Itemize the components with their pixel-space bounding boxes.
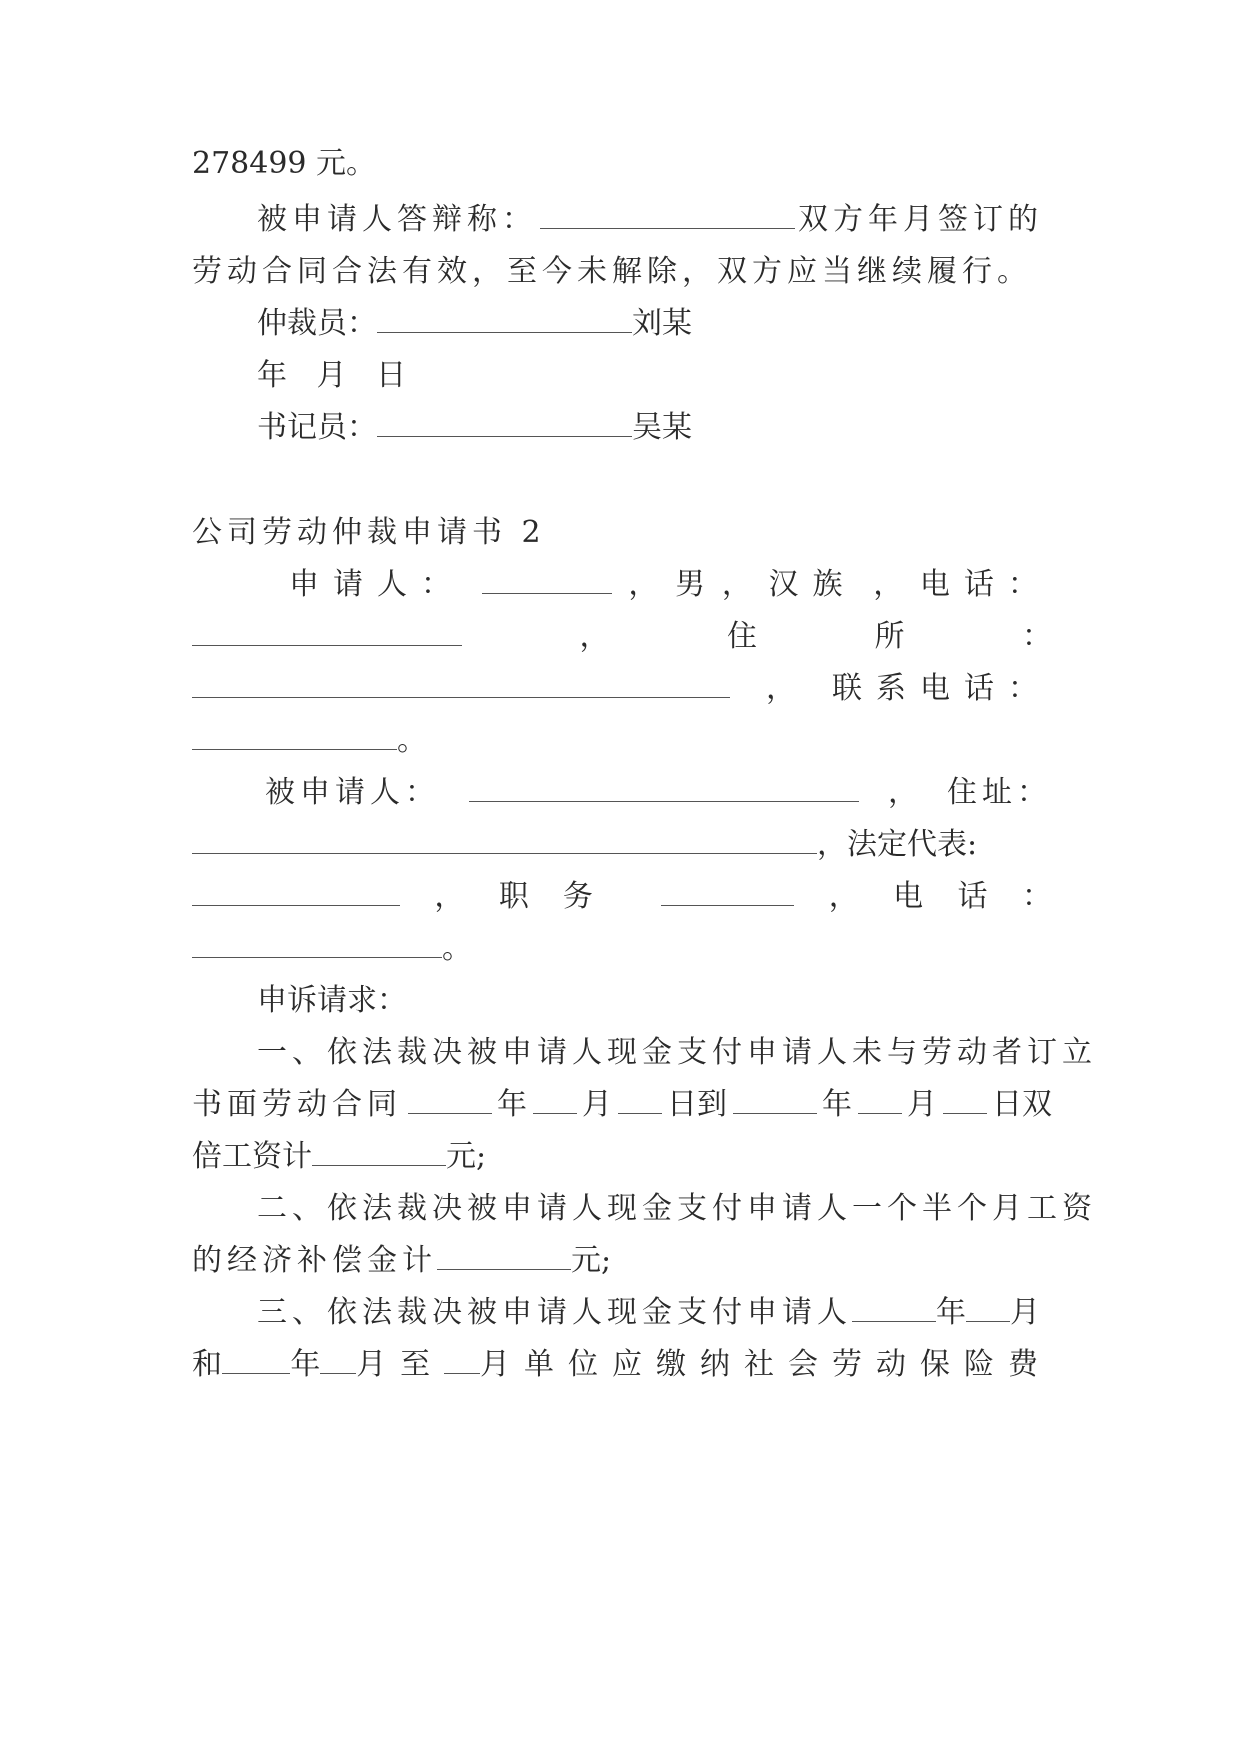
defense-blank xyxy=(540,202,795,229)
amount-text: 278499 元。 xyxy=(192,146,377,181)
month-label: 月 xyxy=(907,1087,937,1122)
respondent-name-blank xyxy=(469,775,859,802)
legal-rep-blank xyxy=(192,879,400,906)
date-line xyxy=(257,356,1117,396)
month-to-label: 月至 xyxy=(356,1347,445,1382)
insurance-month-blank xyxy=(966,1295,1010,1322)
position-line xyxy=(192,877,1052,917)
residence-char: 住 xyxy=(727,619,757,654)
claim-3-line-2 xyxy=(192,1345,1052,1385)
phone-char: 话 xyxy=(957,879,988,914)
comma: ， xyxy=(434,879,465,914)
month-label: 月 xyxy=(1010,1295,1040,1330)
year-label: 年 xyxy=(497,1087,527,1122)
yuan-label: 元; xyxy=(571,1243,612,1278)
section-title-line xyxy=(192,513,1052,553)
legal-rep-line xyxy=(192,825,1052,865)
arbitrator-blank xyxy=(377,306,632,333)
start-month-blank xyxy=(533,1087,577,1114)
double-wage-label: 倍工资计 xyxy=(192,1139,312,1174)
claims-heading-line xyxy=(257,981,1117,1021)
start-day-blank xyxy=(618,1087,662,1114)
clerk-blank xyxy=(377,410,632,437)
applicant-phone-blank xyxy=(192,619,462,646)
insurance-year-blank xyxy=(852,1295,936,1322)
insurance-to-month-blank xyxy=(444,1347,480,1374)
claim-3-text: 三、依法裁决被申请人现金支付申请人 xyxy=(257,1295,852,1330)
end-day-blank xyxy=(943,1087,987,1114)
day-double-label: 日双 xyxy=(992,1087,1052,1122)
claim-2-text: 二、依法裁决被申请人现金支付申请人一个半个月工资 xyxy=(257,1191,1097,1226)
defense-label: 被申请人答辩称： xyxy=(257,202,537,237)
arbitrator-name: 刘某 xyxy=(632,306,692,341)
end-month-blank xyxy=(858,1087,902,1114)
period: 。 xyxy=(442,931,472,966)
applicant-gender: 男 xyxy=(675,567,706,602)
double-wage-blank xyxy=(312,1139,446,1166)
and-label: 和 xyxy=(192,1347,222,1382)
contact-blank-line xyxy=(192,721,1052,761)
applicant-name-blank xyxy=(482,567,612,594)
comma: ， xyxy=(628,567,659,602)
address-label: 住址： xyxy=(947,775,1052,810)
comma: ， xyxy=(873,567,904,602)
applicant-label: 申请人： xyxy=(289,567,465,602)
insurance-year-2-blank xyxy=(222,1347,290,1374)
arbitrator-line xyxy=(257,304,1117,344)
comma: ， xyxy=(828,879,859,914)
contact-phone-label: 联系电话： xyxy=(832,671,1052,706)
claim-1-contract-text: 书面劳动合同 xyxy=(192,1087,402,1122)
amount-line xyxy=(192,144,1052,184)
day-to-label: 日到 xyxy=(667,1087,727,1122)
claim-3-line-1 xyxy=(257,1293,1052,1333)
applicant-ethnicity: 汉族 xyxy=(768,567,857,602)
applicant-line xyxy=(289,565,1052,605)
comma: ， xyxy=(766,671,796,706)
claims-heading: 申诉请求： xyxy=(257,983,407,1018)
claim-1-line-2 xyxy=(192,1085,1052,1125)
month-label: 月 xyxy=(582,1087,612,1122)
contact-phone-blank xyxy=(192,723,397,750)
respondent-label: 被申请人： xyxy=(265,775,440,810)
clerk-name: 吴某 xyxy=(632,410,692,445)
section-title: 公司劳动仲裁申请书 2 xyxy=(192,515,546,550)
claim-1-line-3 xyxy=(192,1137,1052,1177)
respondent-line xyxy=(265,773,1052,813)
year-label: 年 xyxy=(936,1295,966,1330)
compensation-label: 的经济补偿金计 xyxy=(192,1243,437,1278)
comma: ， xyxy=(579,619,610,654)
phone-blank-line xyxy=(192,929,1052,969)
address-blank xyxy=(192,827,817,854)
defense-cont-line xyxy=(192,252,1052,292)
contact-line xyxy=(192,669,1052,709)
compensation-blank xyxy=(437,1243,571,1270)
phone-char: 电 xyxy=(893,879,924,914)
claim-2-line-1 xyxy=(257,1189,1117,1229)
arbitrator-label: 仲裁员： xyxy=(257,306,377,341)
comma: ， xyxy=(721,567,752,602)
position-label: 职务 xyxy=(498,879,627,914)
phone-colon: ： xyxy=(1021,879,1052,914)
clerk-label: 书记员： xyxy=(257,410,377,445)
insurance-from-month-blank xyxy=(320,1347,356,1374)
defense-line xyxy=(257,200,1043,240)
clerk-line xyxy=(257,408,1117,448)
residence-colon: ： xyxy=(1022,619,1052,654)
residence-blank xyxy=(192,671,730,698)
year-label: 年 xyxy=(290,1347,321,1382)
comma: ， xyxy=(888,775,918,810)
defense-cont-text: 劳动合同合法有效，至今未解除，双方应当继续履行。 xyxy=(192,254,1032,289)
year-label: 年 xyxy=(822,1087,852,1122)
residence-char: 所 xyxy=(874,619,905,654)
position-blank xyxy=(661,879,794,906)
insurance-fee-text: 月单位应缴纳社会劳动保险费 xyxy=(480,1347,1052,1382)
claim-2-line-2 xyxy=(192,1241,1052,1281)
respondent-phone-blank xyxy=(192,931,442,958)
claim-1-text: 一、依法裁决被申请人现金支付申请人未与劳动者订立 xyxy=(257,1035,1097,1070)
sign-date: 年 月 日 xyxy=(257,358,417,393)
residence-line xyxy=(192,617,1052,657)
comma: ， xyxy=(817,827,847,862)
period: 。 xyxy=(397,723,427,758)
defense-text: 双方年月签订的 xyxy=(798,202,1043,237)
phone-label: 电话： xyxy=(919,567,1052,602)
yuan-label: 元; xyxy=(446,1139,487,1174)
end-year-blank xyxy=(733,1087,817,1114)
claim-1-line-1 xyxy=(257,1033,1117,1073)
legal-rep-label: 法定代表: xyxy=(847,827,978,862)
start-year-blank xyxy=(408,1087,492,1114)
